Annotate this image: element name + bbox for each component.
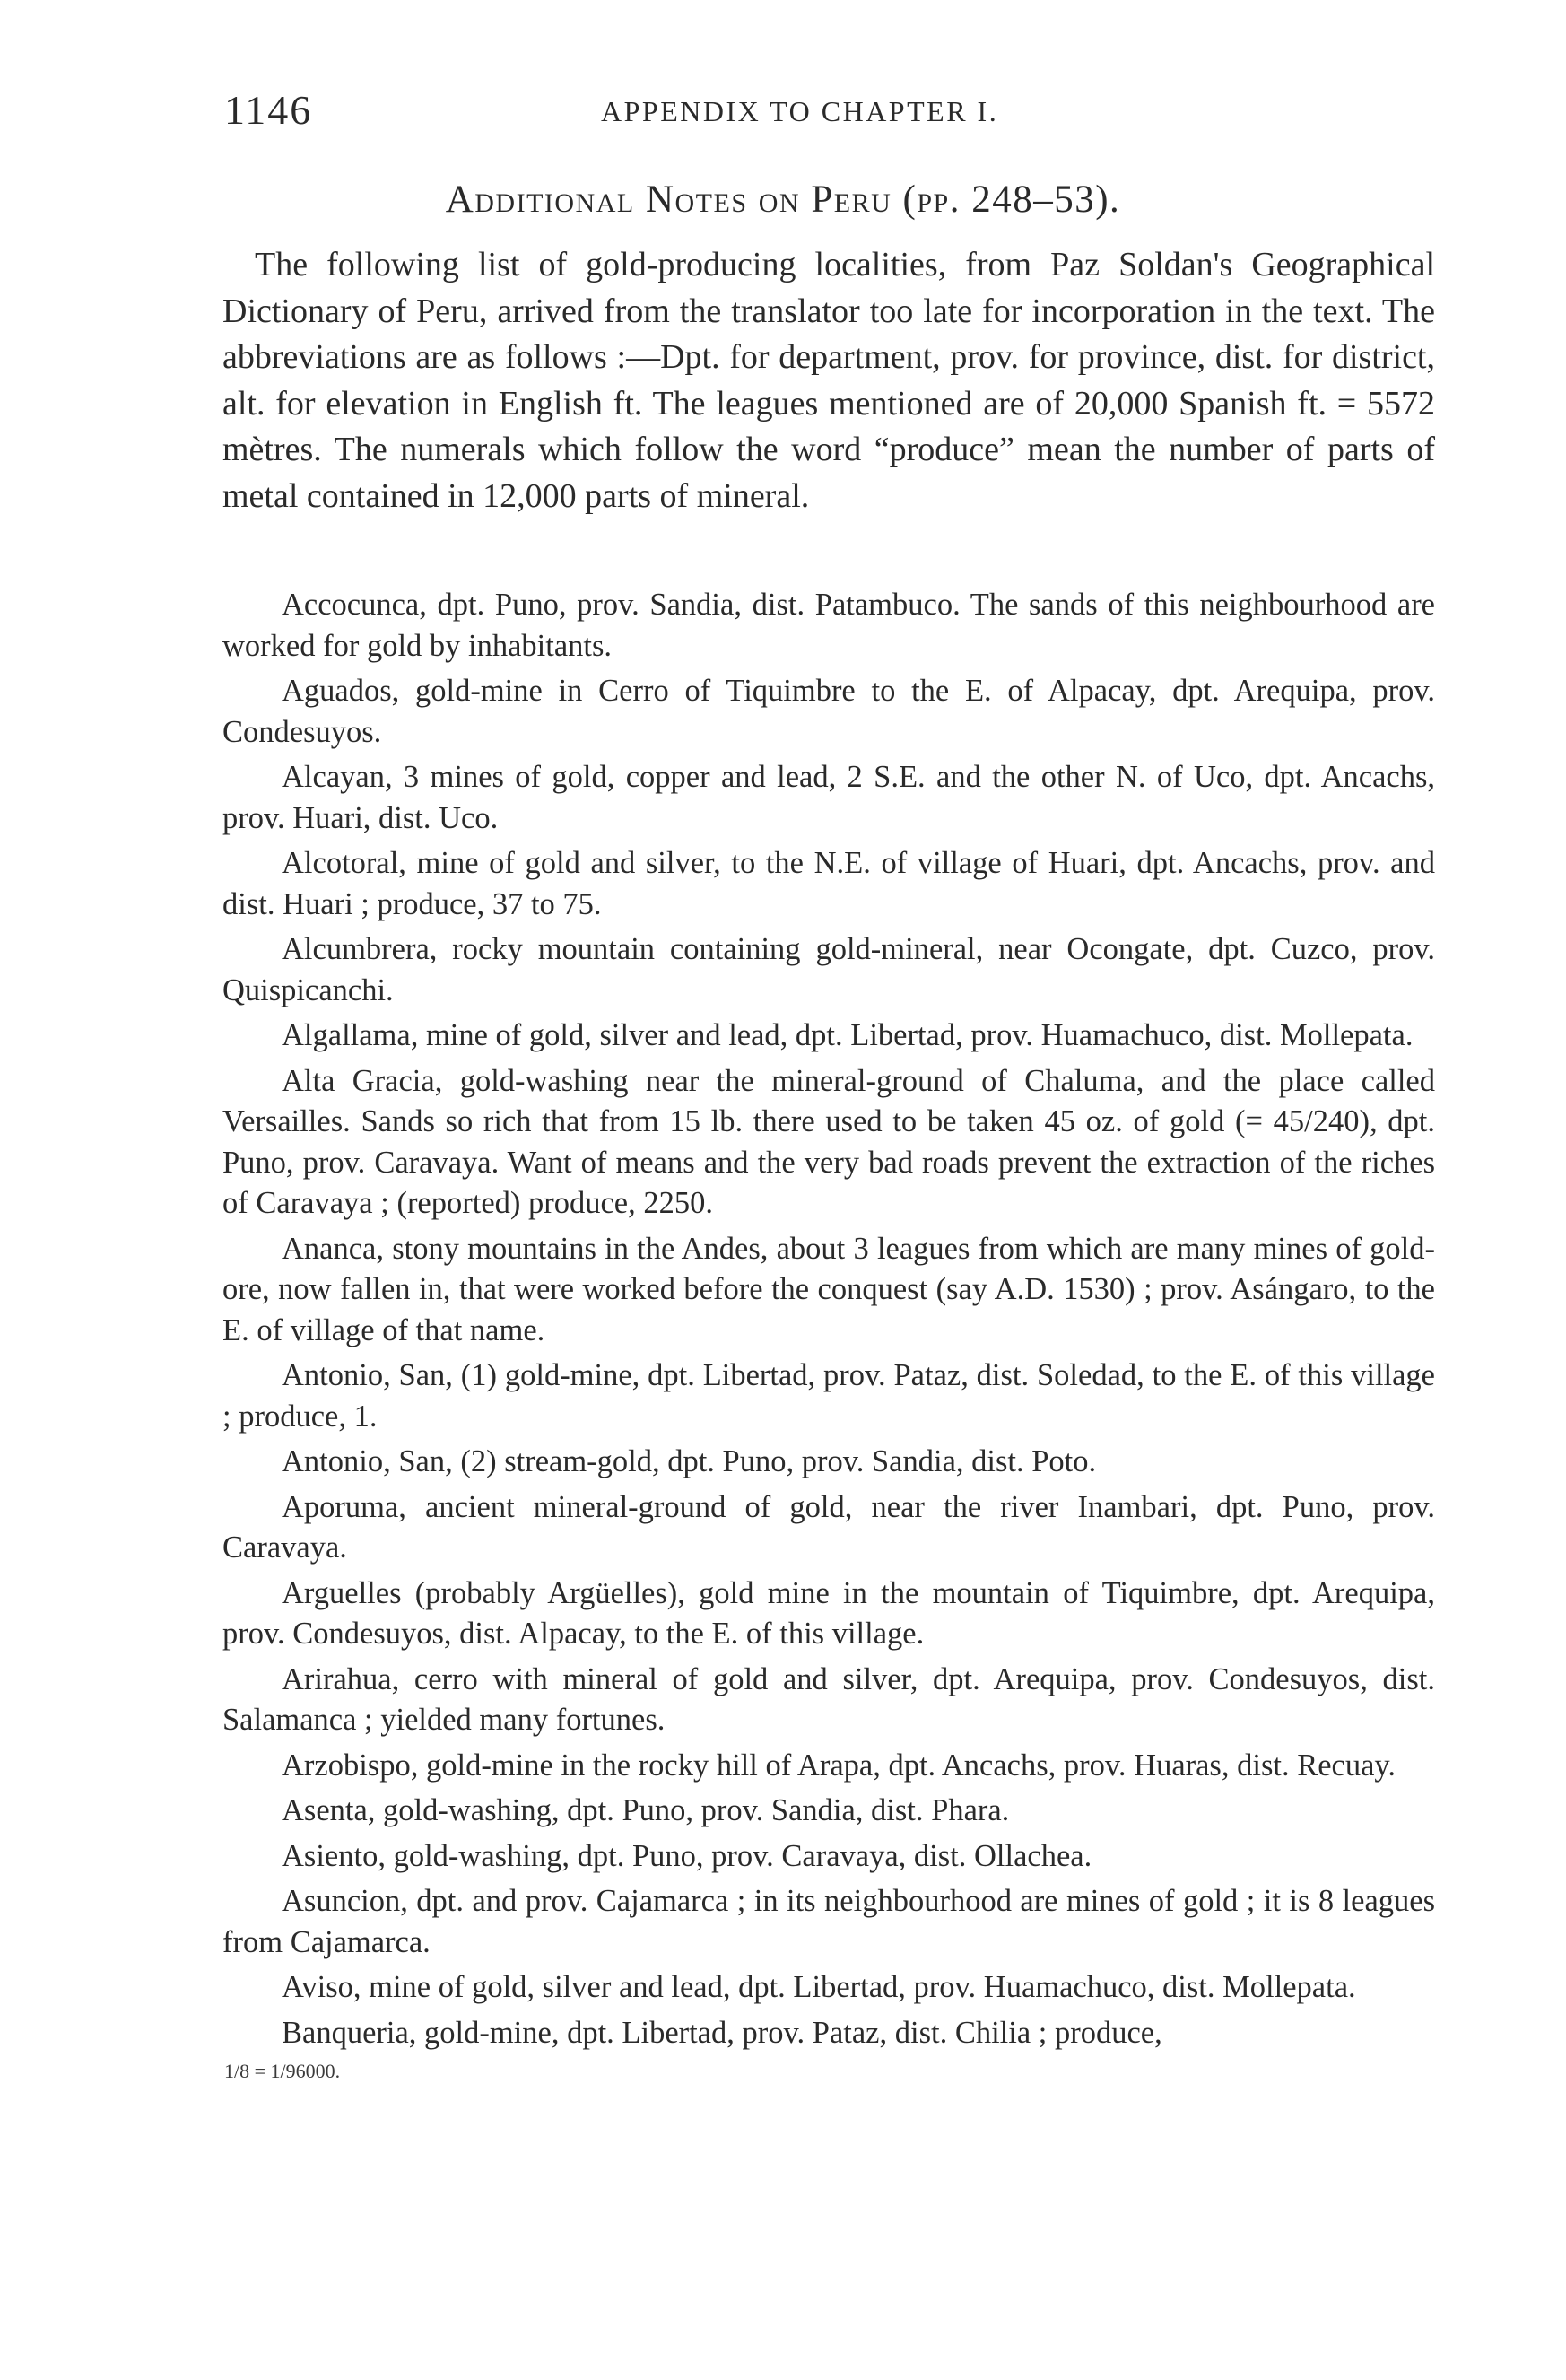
running-title: APPENDIX TO CHAPTER I. [601, 95, 999, 127]
entry-aguados: Aguados, gold-mine in Cerro of Tiquimbre to the E. of Alpacay, dpt. Arequipa, prov. Condesuyos. [222, 674, 1435, 749]
entry-algallama: Algallama, mine of gold, silver and lead, dpt. Libertad, prov. Huamachuco, dist. Mollepata. [282, 1018, 1414, 1052]
entry-aviso: Aviso, mine of gold, silver and lead, dpt. Libertad, prov. Huamachuco, dist. Mollepata. [282, 1970, 1356, 2004]
entry-antonio-san-2: Antonio, San, (2) stream-gold, dpt. Puno, prov. Sandia, dist. Poto. [282, 1444, 1097, 1478]
entry-banqueria: Banqueria, gold-mine, dpt. Libertad, prov. Pataz, dist. Chilia ; produce, [282, 2015, 1162, 2050]
entry-alta-gracia: Alta Gracia, gold-washing near the mineral-ground of Chaluma, and the place called Versailles. Sands so rich that from 15 lb. there used to be taken 45 oz. of gold (= 45/240), dpt. Puno, prov. Caravaya. Want of means and the very bad roads prevent the extraction of the riches of Caravaya ; (reported) produce, 2250. [222, 1063, 1435, 1220]
entry-asenta: Asenta, gold-washing, dpt. Puno, prov. Sandia, dist. Phara. [282, 1793, 1010, 1827]
entry-asuncion: Asuncion, dpt. and prov. Cajamarca ; in its neighbourhood are mines of gold ; it is 8 leagues from Cajamarca. [222, 1884, 1435, 1959]
entry-alcotoral: Alcotoral, mine of gold and silver, to the N.E. of village of Huari, dpt. Ancachs, prov. and dist. Huari ; produce, 37 to 75. [222, 846, 1435, 921]
entry-arzobispo: Arzobispo, gold-mine in the rocky hill of Arapa, dpt. Ancachs, prov. Huaras, dist. Recuay. [282, 1748, 1396, 1783]
entry-arirahua: Arirahua, cerro with mineral of gold and silver, dpt. Arequipa, prov. Condesuyos, dist. Salamanca ; yielded many fortunes. [222, 1661, 1435, 1737]
page-number: 1146 [224, 87, 313, 133]
entry-arguelles: Arguelles (probably Argüelles), gold mine in the mountain of Tiquimbre, dpt. Arequipa, prov. Condesuyos, dist. Alpacay, to the E. of this village. [222, 1575, 1435, 1651]
gazetteer-entries [222, 585, 1435, 2085]
running-head [224, 86, 1435, 140]
entry-ananca: Ananca, stony mountains in the Andes, about 3 leagues from which are many mines of gold-ore, now fallen in, that were worked before the conquest (say A.D. 1530) ; prov. Asángaro, to the E. of village of that name. [222, 1231, 1435, 1347]
entry-alcumbrera: Alcumbrera, rocky mountain containing gold-mineral, near Ocongate, dpt. Cuzco, prov. Quispicanchi. [222, 932, 1435, 1007]
entry-aporuma: Aporuma, ancient mineral-ground of gold, near the river Inambari, dpt. Puno, prov. Caravaya. [222, 1489, 1435, 1565]
produce-fraction: 1/8 = 1/96000. [224, 2060, 341, 2082]
intro-paragraph: The following list of gold-producing localities, from Paz Soldan's Geographical Dictionary of Peru, arrived from the translator too late for incorporation in the text. The abbreviations are as follows :—Dpt. for department, prov. for province, dist. for district, alt. for elevation in English ft. The leagues mentioned are of 20,000 Spanish ft. = 5572 mètres. The numerals which follow the word “produce” mean the number of parts of metal contained in 12,000 parts of mineral. [222, 246, 1435, 515]
entry-asiento: Asiento, gold-washing, dpt. Puno, prov. Caravaya, dist. Ollachea. [282, 1838, 1092, 1873]
entry-antonio-san-1: Antonio, San, (1) gold-mine, dpt. Libertad, prov. Pataz, dist. Soledad, to the E. of this village ; produce, 1. [222, 1358, 1435, 1434]
entry-accocunca: Accocunca, dpt. Puno, prov. Sandia, dist. Patambuco. The sands of this neighbourhood are worked for gold by inhabitants. [222, 588, 1435, 663]
section-title: Additional Notes on Peru (pp. 248–53). [445, 179, 1121, 221]
entry-alcayan: Alcayan, 3 mines of gold, copper and lead, 2 S.E. and the other N. of Uco, dpt. Ancachs, prov. Huari, dist. Uco. [222, 760, 1435, 835]
